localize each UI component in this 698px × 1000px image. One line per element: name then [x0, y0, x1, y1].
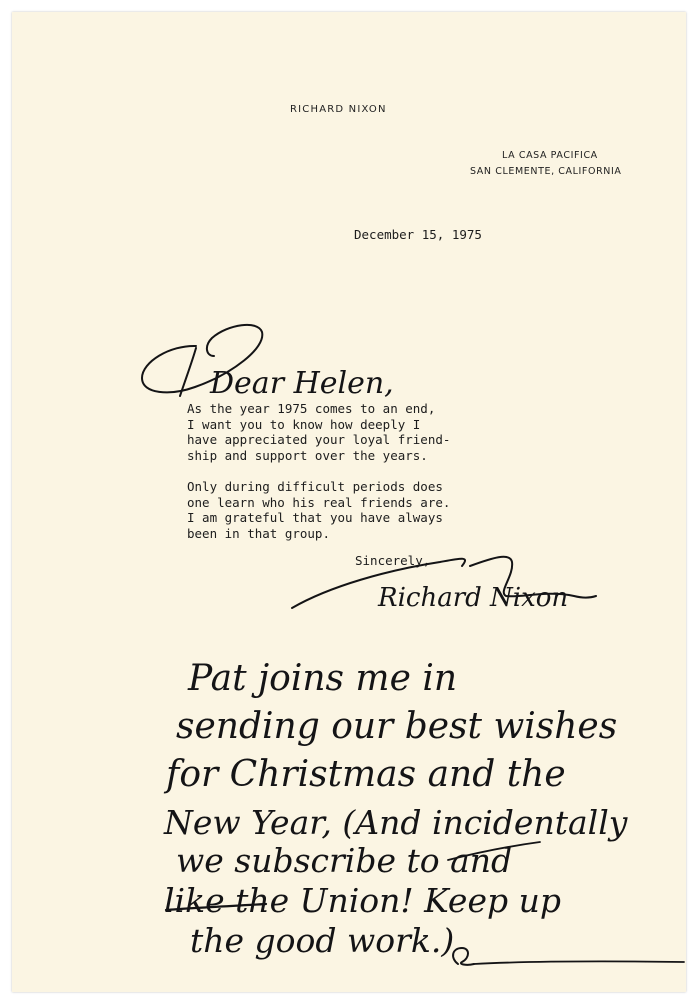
postscript-line: we subscribe to and — [176, 841, 513, 880]
body-line: Only during difficult periods does — [187, 479, 443, 494]
postscript-line: Pat joins me in — [188, 658, 458, 699]
body-line: As the year 1975 comes to an end, — [187, 401, 436, 416]
letterhead-address — [470, 148, 622, 180]
body-paragraph-1 — [187, 401, 450, 463]
postscript-line: sending our best wishes — [176, 706, 618, 747]
postscript-line: the good work.) — [190, 921, 455, 960]
address-line-2: SAN CLEMENTE, CALIFORNIA — [470, 166, 622, 177]
body-line: have appreciated your loyal friend- — [187, 432, 451, 447]
letterhead-name: RICHARD NIXON — [290, 104, 387, 115]
address-line-1: LA CASA PACIFICA — [502, 150, 598, 161]
signature-text: Richard Nixon — [378, 583, 569, 613]
salutation-text: Dear Helen, — [210, 366, 394, 401]
letter-date: December 15, 1975 — [354, 227, 482, 242]
body-line: ship and support over the years. — [187, 447, 428, 463]
body-line: one learn who his real friends are. — [187, 494, 451, 510]
postscript-line: like the Union! Keep up — [164, 881, 561, 920]
body-paragraph-2 — [187, 479, 450, 541]
body-line: I want you to know how deeply I — [187, 416, 421, 432]
closing: Sincerely, — [355, 553, 431, 568]
postscript-line: for Christmas and the — [166, 754, 566, 795]
postscript-line: New Year, (And incidentally — [164, 803, 628, 842]
body-line: I am grateful that you have always — [187, 510, 443, 525]
body-line: been in that group. — [187, 525, 330, 541]
